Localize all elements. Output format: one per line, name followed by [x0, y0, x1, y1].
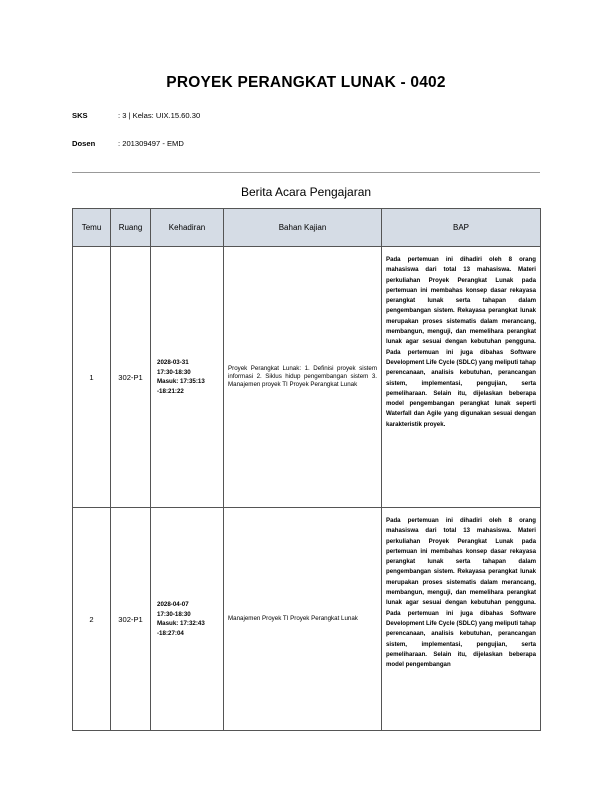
cell-ruang: 302-P1: [111, 247, 151, 508]
col-header-temu: Temu: [73, 209, 111, 247]
kehadiran-masuk: Masuk: 17:32:43: [157, 620, 205, 627]
kehadiran-keluar: -18:21:22: [157, 387, 184, 395]
teaching-report-table: [72, 208, 541, 731]
kehadiran-keluar: -18:27:04: [157, 629, 184, 637]
divider: [72, 172, 540, 173]
document-title: PROYEK PERANGKAT LUNAK - 0402: [166, 74, 446, 91]
sks-line: [72, 111, 200, 120]
kehadiran-date: 2028-03-31: [157, 359, 189, 366]
col-header-bap: BAP: [382, 209, 541, 247]
cell-bap: Pada pertemuan ini dihadiri oleh 8 orang mahasiswa dari total 13 mahasiswa. Materi perkuliahan Proyek Perangkat Lunak pada pertemuan ini membahas konsep dasar rekayasa perangkat lunak serta tahapan dalam pengembangan sistem. Rekayasa perangkat lunak merupakan proses sistematis dalam merancang, membangun, menguji, dan memelihara perangkat lunak agar sesuai dengan kebutuhan pengguna. Pada pertemuan ini juga dibahas Software Development Life Cycle (SDLC) yang meliputi tahap perencanaan, analisis kebutuhan, perancangan sistem, implementasi, pengujian, serta pemeliharaan. Selain itu, dijelaskan beberapa model pengembangan perangkat lunak seperti Waterfall dan Agile yang digunakan sesuai dengan karakteristik proyek.: [382, 247, 541, 508]
table-header-row: [73, 209, 541, 247]
table-row: [73, 508, 541, 731]
table-row: [73, 247, 541, 508]
col-header-ruang: Ruang: [111, 209, 151, 247]
dosen-value: : 201309497 - EMD: [118, 139, 184, 148]
sks-value: : 3 | Kelas: UIX.15.60.30: [118, 111, 201, 120]
sks-label: SKS: [72, 111, 88, 120]
cell-temu: 2: [73, 508, 111, 731]
col-header-bahan-kajian: Bahan Kajian: [224, 209, 382, 247]
kehadiran-masuk: Masuk: 17:35:13: [157, 378, 205, 385]
col-header-kehadiran: Kehadiran: [151, 209, 224, 247]
section-title: Berita Acara Pengajaran: [240, 185, 372, 199]
dosen-label: Dosen: [72, 139, 96, 148]
kehadiran-date: 2028-04-07: [157, 601, 189, 608]
cell-bap: Pada pertemuan ini dihadiri oleh 8 orang mahasiswa dari total 13 mahasiswa. Materi perkuliahan Proyek Perangkat Lunak pada pertemuan ini membahas konsep dasar rekayasa perangkat lunak serta tahapan dalam pengembangan sistem. Rekayasa perangkat lunak merupakan proses sistematis dalam merancang, membangun, menguji, dan memelihara perangkat lunak agar sesuai dengan kebutuhan pengguna. Pada pertemuan ini juga dibahas Software Development Life Cycle (SDLC) yang meliputi tahap perencanaan, analisis kebutuhan, perancangan sistem, implementasi, pengujian, serta pemeliharaan. Selain itu, dijelaskan beberapa model pengembangan: [382, 508, 541, 731]
cell-temu: 1: [73, 247, 111, 508]
cell-kehadiran: [151, 247, 224, 508]
cell-bahan-kajian: Manajemen Proyek TI Proyek Perangkat Lunak: [224, 508, 382, 731]
cell-kehadiran: [151, 508, 224, 731]
kehadiran-time: 17:30-18:30: [157, 368, 191, 376]
dosen-line: [72, 139, 184, 148]
cell-bahan-kajian: Proyek Perangkat Lunak: 1. Definisi proyek sistem informasi 2. Siklus hidup pengembangan sistem 3. Manajemen proyek TI Proyek Perangkat Lunak: [224, 247, 382, 508]
kehadiran-time: 17:30-18:30: [157, 610, 191, 618]
cell-ruang: 302-P1: [111, 508, 151, 731]
